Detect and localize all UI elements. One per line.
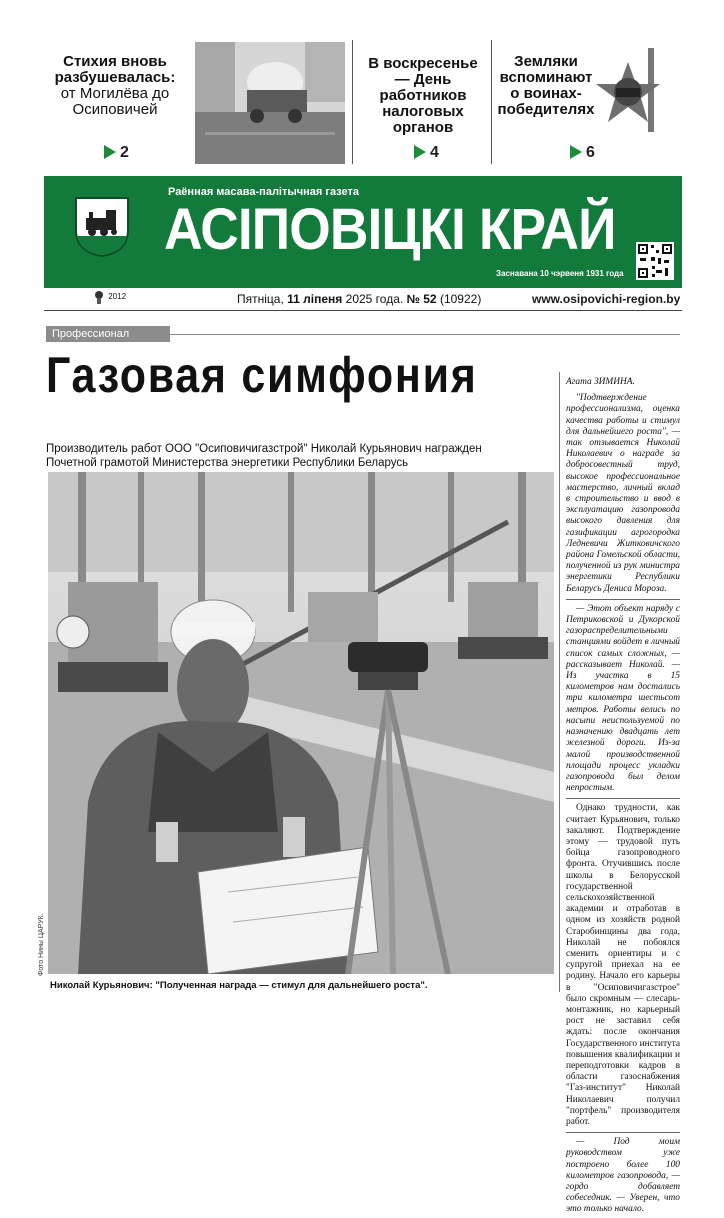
teaser-1-photo[interactable] bbox=[195, 42, 345, 164]
article-lead: Производитель работ ООО "Осиповичигазстрой" Николай Курьянович награжден Почетной грамотой Министерства энергетики Республики Беларусь bbox=[46, 443, 482, 469]
flooded-street-image bbox=[195, 42, 345, 164]
article-body-column bbox=[566, 377, 680, 1218]
teaser-3-page-link[interactable] bbox=[570, 144, 595, 162]
teaser-1-title[interactable] bbox=[40, 54, 190, 118]
column-divider bbox=[566, 599, 680, 600]
paragraph-2: — Этот объект наряду с Петриковской и Дукорской газораспределительными станциями войдет в личный список самых сложных, — рассказывает Николай. — Из участка в 15 километров нам достались три километра шестьсот метров. Работы велись по насыпи неиспользуемой по назначению двадцать лет железной дороги. Из-за малой производственной площади процесс укладки газопровода был делом непростым. bbox=[566, 603, 680, 794]
teaser-2-title[interactable] bbox=[360, 56, 486, 136]
website-link[interactable]: www.osipovichi-region.by bbox=[532, 292, 681, 306]
teaser-1-headline: Стихия вновь разбушевалась: bbox=[54, 53, 176, 86]
coat-of-arms bbox=[74, 196, 130, 258]
teaser-1-subheadline: от Могилёва до Осиповичей bbox=[60, 85, 170, 118]
issue-total-number: (10922) bbox=[439, 292, 482, 306]
article-author: Агата ЗИМИНА. bbox=[566, 377, 635, 387]
qr-code[interactable] bbox=[636, 242, 674, 280]
paragraph-3: Однако трудности, как считает Курьянович, только закаляют. Подтверждение этому — трудовой путь бойца газопроводного фронта. Отучившись после школы в Белорусской государственной сельскохозяйственной академии и отработав в одном из хозяйств родной Старобинщины два года, Николай не побоялся сменить ориентиры и с супругой приехал на ее родину. Начало его карьеры в "Осиповичигазстрое" было скромным — слесарь-монтажник, но карьерный рост не заставил себя ждать: после окончания Государственного института повышения квалификации и переподготовки кадров в области газоснабжения "Газ-институт" Николай Николаевич получил "портфель" производителя работ. bbox=[566, 803, 680, 1127]
coat-of-arms-locomotive-icon bbox=[74, 196, 130, 258]
teaser-1-page-number: 2 bbox=[120, 144, 129, 161]
worker-with-level-image bbox=[48, 472, 554, 974]
teaser-3-title[interactable] bbox=[496, 54, 596, 118]
teaser-3-headline: Земляки вспоминают о воинах-победителях bbox=[497, 53, 595, 118]
issue-dateline bbox=[237, 292, 481, 306]
teaser-3-page-number: 6 bbox=[586, 144, 595, 161]
teaser-1-page-link[interactable] bbox=[104, 144, 129, 162]
play-arrow-icon bbox=[104, 145, 116, 159]
column-divider-3 bbox=[566, 1132, 680, 1133]
play-arrow-icon bbox=[570, 145, 582, 159]
column-divider-2 bbox=[566, 798, 680, 799]
issue-number: № 52 bbox=[406, 292, 437, 306]
masthead-subtitle: Раённая масава-палітычная газета bbox=[168, 186, 360, 198]
teaser-divider-2 bbox=[491, 40, 492, 164]
photo-caption: Николай Курьянович: "Полученная награда — стимул для дальнейшего роста". bbox=[50, 980, 428, 991]
date-weekday: Пятніца, bbox=[237, 292, 284, 306]
teaser-2-page-number: 4 bbox=[430, 144, 439, 161]
year-badge bbox=[92, 290, 126, 304]
article-rubric: Профессионал bbox=[46, 326, 170, 342]
qr-code-icon bbox=[636, 242, 674, 280]
paragraph-4: — Под моим руководством уже построено более 100 километров газопровода, — гордо добавляет собеседник. — Уверен, что это только начало. bbox=[566, 1137, 680, 1215]
article-headline: Газовая симфония bbox=[46, 347, 478, 403]
teaser-2-page-link[interactable] bbox=[414, 144, 439, 162]
victory-80-emblem bbox=[594, 44, 670, 136]
newspaper-title: АСІПОВІЦКІ КРАЙ bbox=[164, 197, 616, 262]
rubric-rule bbox=[170, 334, 680, 335]
date-day-month: 11 ліпеня bbox=[287, 292, 343, 306]
play-arrow-icon bbox=[414, 145, 426, 159]
award-medal-icon bbox=[92, 290, 106, 304]
dateline-rule bbox=[44, 310, 682, 311]
victory-star-icon bbox=[594, 44, 670, 136]
founded-date: Заснавана 10 чэрвеня 1931 года bbox=[496, 269, 624, 278]
photo-credit: Фото Нины ЦАРУК. bbox=[38, 913, 45, 976]
teaser-2-headline: В воскресенье — День работников налоговых органов bbox=[368, 55, 478, 136]
article-main-photo[interactable] bbox=[48, 472, 554, 974]
year-badge-text: 2012 bbox=[108, 292, 127, 302]
date-year: 2025 года. bbox=[345, 292, 404, 306]
masthead-banner bbox=[44, 176, 682, 288]
teaser-divider-1 bbox=[352, 40, 353, 164]
column-left-rule bbox=[559, 372, 560, 992]
paragraph-1: "Подтверждение профессионализма, оценка качества работы и стимул для дальнейшего роста", — так отзывается Николай Николаевич о награде за добросовестный труд, высокое профессиональное мастерство, личный вклад в строительство и ввод в эксплуатацию газопровода высокого давления для газификации агрогородка Ледневичи Житковичского района Гомельской области, полученной из рук министра энергетики Республики Беларусь Дениса Мороза. bbox=[566, 393, 680, 594]
